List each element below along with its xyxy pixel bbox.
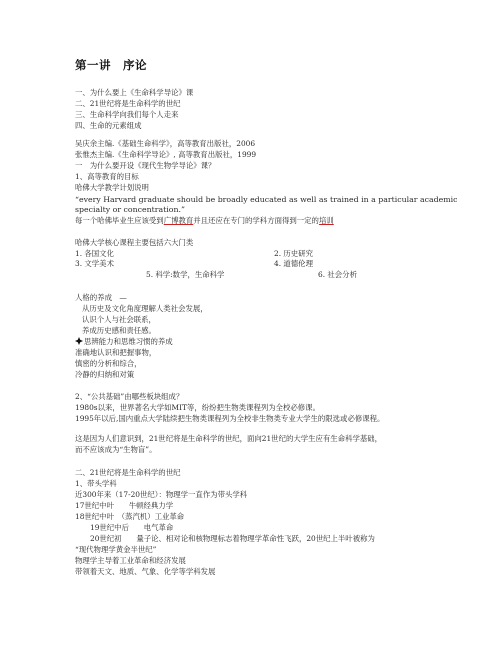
reference: 张惟杰主编.《生命科学导论》, 高等教育出版社，1999: [75, 150, 257, 159]
character-heading: 人格的养成 —: [75, 293, 127, 302]
page-title: 第一讲 序论: [75, 58, 147, 72]
thinking-item: 冷静的归纳和对策: [75, 370, 135, 379]
thinking-heading: 思辨能力和思维习惯的养成: [84, 337, 173, 346]
quote-line: “every Harvard graduate should be broadly educated as well as trained in a particular academic: [75, 195, 458, 204]
paragraph: 而不应该成为“生物盲”。: [75, 445, 157, 454]
history-line: 19世纪中后 电气革命: [90, 523, 174, 532]
course-item: 1. 各国文化: [75, 249, 114, 258]
history-line: 20世纪初 量子论、相对论和核物理标志着物理学革命性飞跃，20世纪上半叶被称为: [90, 534, 375, 543]
outline-item: 一、为什么要上《生命科学导论》课: [75, 88, 194, 97]
character-item: 养成历史感和责任感。: [82, 326, 156, 335]
core-heading: 哈佛大学核心课程主要包括六大门类: [75, 238, 194, 247]
course-item: 2. 历史研究: [274, 249, 313, 258]
section-heading: 一 为什么要开设《现代生物学导论》课？: [75, 161, 216, 170]
paragraph: 1995年以后,国内重点大学陆续把生物类课程列为全校非生物类专业大学生的限选或必修课程。: [75, 414, 385, 423]
thinking-item: 准确地认识和把握事物，: [75, 348, 157, 357]
subheading: 1、带头学科: [75, 479, 117, 488]
history-line: 18世纪中叶 （蒸汽机）工业革命: [75, 512, 185, 521]
reference: 吴庆余主编.《基础生命科学》，高等教育出版社，2006: [75, 139, 256, 148]
paragraph: 这是因为人们意识到，21世纪将是生命科学的世纪，面向21世纪的大学生应有生命科学基础，: [75, 434, 383, 443]
history-line: 17世纪中叶 牛顿经典力学: [75, 501, 174, 510]
translation-text: 每一个哈佛毕业生应该受到: [75, 216, 164, 225]
outline-item: 三、生命科学向我们每个人走来: [75, 110, 179, 119]
outline-item: 四、生命的元素组成: [75, 121, 142, 130]
broad-education-text: 广博教育: [163, 216, 194, 225]
physics-line: 物理学主导着工业革命和经济发展: [75, 556, 186, 565]
course-item: 4. 道德伦理: [274, 259, 313, 268]
training-text: 培训: [318, 216, 334, 225]
course-item: 3. 文学美术: [75, 259, 114, 268]
subheading: 1、高等教育的目标: [75, 172, 139, 181]
translation-line: [75, 216, 334, 225]
physics-line: 带领着天文、地质、气象、化学等学科发展: [75, 567, 216, 576]
history-line: 近300年来（17-20世纪）：物理学一直作为带头学科: [75, 490, 248, 499]
quote-line: specialty or concentration.”: [75, 205, 185, 214]
thinking-item: 慎密的分析和综合，: [75, 359, 142, 368]
four-diamond-bullet-icon: [75, 337, 83, 345]
paragraph: 1980s以来，世界著名大学如MIT等，纷纷把生物类课程列为全校必修课。: [75, 403, 320, 412]
translation-text: 并且还应在专门的学科方面得到一定的: [193, 216, 319, 225]
harvard-note: 哈佛大学教学计划说明: [75, 183, 149, 192]
public-basics-heading: 2、“公共基础”由哪些板块组成？: [75, 392, 184, 401]
course-item: 5. 科学:数学，生命科学: [146, 270, 225, 279]
golden-era-line: “现代物理学黄金半世纪”: [75, 545, 157, 554]
character-item: 从历史及文化角度理解人类社会发展，: [82, 304, 208, 313]
outline-item: 二、21世纪将是生命科学的世纪: [75, 99, 181, 108]
course-item: 6. 社会分析: [318, 270, 357, 279]
section-heading: 二、21世纪将是生命科学的世纪: [75, 468, 181, 477]
character-item: 认识个人与社会联系，: [82, 315, 156, 324]
thinking-heading-line: [75, 337, 173, 346]
